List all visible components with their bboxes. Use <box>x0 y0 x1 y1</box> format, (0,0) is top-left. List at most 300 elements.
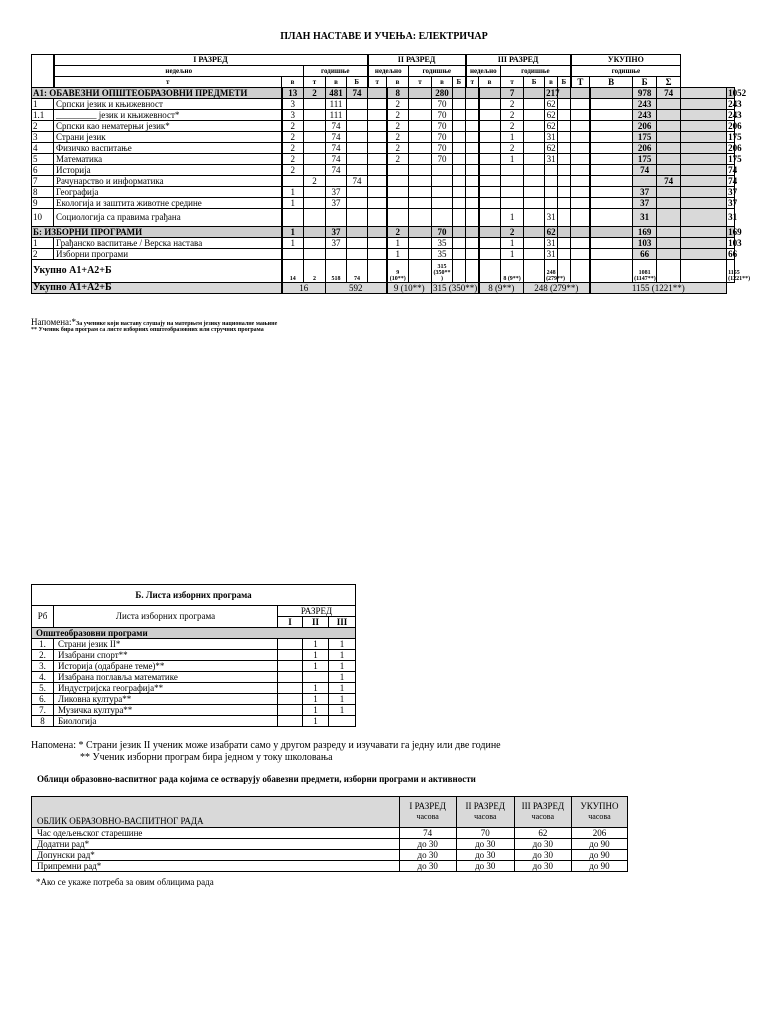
cell: 2 <box>304 176 326 187</box>
cell <box>453 209 466 227</box>
cell <box>524 88 545 99</box>
cell <box>558 132 571 143</box>
cell <box>524 165 545 176</box>
cell: 2 <box>501 99 524 110</box>
total-cell: 2 <box>304 260 326 283</box>
subject-row <box>32 110 735 121</box>
forms-row <box>32 839 628 850</box>
header-blank <box>32 55 54 88</box>
cell <box>304 132 326 143</box>
cell: 2 <box>282 154 304 165</box>
elective-grade-value: 1 <box>329 694 356 705</box>
cell: 2 <box>387 110 409 121</box>
cell <box>558 198 571 209</box>
total-label: Укупно А1+А2+Б <box>32 283 282 294</box>
elective-name: Страни језик II* <box>54 639 278 650</box>
cell: 1 <box>501 132 524 143</box>
period-header: недељно <box>368 66 409 77</box>
cell: 111 <box>326 99 347 110</box>
cell <box>368 154 387 165</box>
elective-grade-value: 1 <box>303 716 329 727</box>
cell: 2 <box>304 88 326 99</box>
forms-col-grade-1: I РАЗРЕД часова <box>399 797 456 828</box>
elective-grade-value <box>278 683 303 694</box>
electives-table <box>31 584 356 727</box>
cell: 2 <box>387 121 409 132</box>
subject-row <box>32 154 735 165</box>
cell <box>558 227 571 238</box>
cell <box>368 187 387 198</box>
cell <box>524 238 545 249</box>
cell <box>524 209 545 227</box>
cell <box>501 198 524 209</box>
total-cell: 16 <box>282 283 326 294</box>
total-cell <box>409 260 432 283</box>
cell <box>466 165 479 176</box>
column-header: Б <box>558 77 571 88</box>
cell <box>347 132 368 143</box>
elective-grade-value: 1 <box>303 683 329 694</box>
elective-grade-value <box>278 716 303 727</box>
cell <box>657 110 681 121</box>
subject-row <box>32 99 735 110</box>
total-cell: 8 (9**) <box>501 260 524 283</box>
forms-row-value: до 30 <box>399 850 456 861</box>
cell <box>466 187 479 198</box>
cell: 243 <box>728 109 742 120</box>
subject-row <box>32 165 735 176</box>
elective-grade-value <box>278 650 303 661</box>
cell <box>409 154 432 165</box>
cell: 31 <box>545 209 558 227</box>
cell <box>590 99 633 110</box>
cell <box>387 165 409 176</box>
total-cell: 9 (10**) <box>387 283 432 294</box>
electives-col-no: Рб <box>32 606 54 628</box>
total-cell: 248 (279**) <box>545 260 558 283</box>
total-cell: 592 <box>326 283 387 294</box>
cell: 175 <box>633 154 657 165</box>
cell <box>558 176 571 187</box>
elective-name: Биологија <box>54 716 278 727</box>
cell <box>409 187 432 198</box>
cell: 62 <box>546 109 556 120</box>
total-cell <box>524 260 545 283</box>
cell: 111 <box>326 110 347 121</box>
column-header: т <box>466 77 479 88</box>
cell: 243 <box>633 99 657 110</box>
column-header: Б <box>453 77 466 88</box>
cell <box>453 187 466 198</box>
cell: 1 <box>501 209 524 227</box>
subject-name: Географија <box>54 187 282 198</box>
column-header: в <box>479 77 501 88</box>
cell <box>304 238 326 249</box>
cell <box>466 198 479 209</box>
cell: 74 <box>326 121 347 132</box>
column-header: в <box>282 77 304 88</box>
cell <box>558 187 571 198</box>
cell: 1 <box>282 238 304 249</box>
grade-header: II РАЗРЕД <box>368 55 466 66</box>
total-cell: 9 (10**) <box>387 260 409 283</box>
cell: 1052 <box>728 87 747 98</box>
forms-row-value: 62 <box>514 828 571 839</box>
total-row-2 <box>32 283 735 294</box>
cell <box>304 187 326 198</box>
cell <box>524 249 545 260</box>
elective-grade-value: 1 <box>303 639 329 650</box>
forms-row <box>32 828 628 839</box>
elective-number: 1. <box>32 639 54 650</box>
cell <box>681 187 727 198</box>
subject-name: Грађанско васпитање / Верска настава <box>54 238 282 249</box>
period-header: недељно <box>466 66 501 77</box>
subject-row <box>32 121 735 132</box>
cell <box>453 121 466 132</box>
header-row-columns <box>32 77 735 88</box>
cell <box>326 209 347 227</box>
cell <box>657 187 681 198</box>
cell: 70 <box>432 227 453 238</box>
total-cell <box>571 260 590 283</box>
period-header: годишње <box>304 66 368 77</box>
cell <box>453 132 466 143</box>
cell <box>347 110 368 121</box>
cell <box>432 198 453 209</box>
cell <box>347 187 368 198</box>
total-cell: 1155 (1221**) <box>727 260 735 283</box>
cell <box>558 99 571 110</box>
subject-row <box>32 238 735 249</box>
row-number: 1 <box>32 238 54 249</box>
cell: 31 <box>546 153 556 164</box>
cell: 1 <box>387 238 409 249</box>
total-cell: 315 (350** ) <box>432 260 453 283</box>
elective-grade-value: 1 <box>329 661 356 672</box>
cell <box>590 176 633 187</box>
cell: 74 <box>728 164 738 175</box>
cell: 62 <box>546 98 556 109</box>
cell <box>347 238 368 249</box>
header-row-periods <box>32 66 735 77</box>
cell <box>590 154 633 165</box>
cell <box>466 99 479 110</box>
cell <box>387 176 409 187</box>
cell <box>466 143 479 154</box>
cell: 74 <box>326 132 347 143</box>
row-number: 1.1 <box>32 110 54 121</box>
cell <box>558 154 571 165</box>
cell: 1 <box>501 249 524 260</box>
cell <box>347 227 368 238</box>
cell: 103 <box>633 238 657 249</box>
total-cell: 248 (279**) <box>524 283 590 294</box>
cell <box>524 154 545 165</box>
cell <box>432 187 453 198</box>
cell <box>409 99 432 110</box>
column-header: т <box>54 77 282 88</box>
cell <box>571 198 590 209</box>
cell <box>558 121 571 132</box>
cell <box>409 198 432 209</box>
cell <box>657 209 681 227</box>
page-title: ПЛАН НАСТАВЕ И УЧЕЊА: ЕЛЕКТРИЧАР <box>280 31 488 42</box>
cell <box>409 110 432 121</box>
electives-col-grade: РАЗРЕД <box>278 606 356 617</box>
subject-name: Математика <box>54 154 282 165</box>
total-cell <box>453 260 466 283</box>
total-cell <box>657 260 681 283</box>
cell <box>681 121 727 132</box>
cell <box>479 187 501 198</box>
cell <box>681 227 727 238</box>
forms-row-name: Час одељењског старешине <box>32 828 400 839</box>
elective-grade-value: 1 <box>303 694 329 705</box>
cell <box>590 110 633 121</box>
cell <box>681 176 727 187</box>
cell <box>571 110 590 121</box>
row-number: 2 <box>32 121 54 132</box>
cell <box>304 209 326 227</box>
cell <box>633 176 657 187</box>
cell <box>347 154 368 165</box>
elective-name: Индустријска географија** <box>54 683 278 694</box>
row-number: 7 <box>32 176 54 187</box>
cell: 280 <box>432 88 453 99</box>
elective-grade-value: 1 <box>329 672 356 683</box>
cell <box>571 249 590 260</box>
cell <box>558 209 571 227</box>
cell: 1 <box>282 198 304 209</box>
cell: 2 <box>282 132 304 143</box>
cell: 169 <box>633 227 657 238</box>
forms-row-value: 74 <box>399 828 456 839</box>
elective-row <box>32 716 356 727</box>
cell <box>681 238 727 249</box>
elective-grade-value: 1 <box>329 639 356 650</box>
cell: 37 <box>728 197 738 208</box>
cell: 1 <box>501 154 524 165</box>
cell <box>304 121 326 132</box>
forms-col-grade-3: III РАЗРЕД часова <box>514 797 571 828</box>
cell <box>326 249 347 260</box>
cell <box>466 209 479 227</box>
cell <box>681 165 727 176</box>
cell <box>347 165 368 176</box>
cell <box>409 121 432 132</box>
cell <box>282 249 304 260</box>
cell <box>432 209 453 227</box>
forms-row-value: до 30 <box>456 861 514 872</box>
forms-row-value: до 30 <box>456 850 514 861</box>
cell: 74 <box>657 176 681 187</box>
section-a-row <box>32 88 735 99</box>
cell <box>590 238 633 249</box>
elective-number: 7. <box>32 705 54 716</box>
cell <box>681 99 727 110</box>
cell: 62 <box>546 120 556 131</box>
cell <box>657 99 681 110</box>
cell <box>524 110 545 121</box>
cell <box>590 143 633 154</box>
cell <box>479 110 501 121</box>
elective-number: 2. <box>32 650 54 661</box>
cell <box>387 209 409 227</box>
cell: 206 <box>728 142 742 153</box>
cell <box>657 143 681 154</box>
elective-grade-value <box>278 705 303 716</box>
elective-row <box>32 661 356 672</box>
cell: 31 <box>633 209 657 227</box>
cell <box>304 143 326 154</box>
cell <box>681 209 727 227</box>
elective-row <box>32 683 356 694</box>
elective-grade-value: 1 <box>329 705 356 716</box>
cell: 37 <box>633 198 657 209</box>
cell: 37 <box>326 227 347 238</box>
row-number: 1 <box>32 99 54 110</box>
forms-row-value: до 30 <box>399 861 456 872</box>
cell <box>571 132 590 143</box>
elective-grade-value <box>278 661 303 672</box>
header-row-grades <box>32 55 735 66</box>
cell <box>558 143 571 154</box>
cell <box>558 110 571 121</box>
cell: 74 <box>326 154 347 165</box>
cell <box>571 227 590 238</box>
cell <box>466 121 479 132</box>
cell <box>590 121 633 132</box>
cell <box>409 132 432 143</box>
cell <box>524 99 545 110</box>
cell: 206 <box>633 121 657 132</box>
elective-number: 8 <box>32 716 54 727</box>
cell <box>453 143 466 154</box>
total-cell: 14 <box>282 260 304 283</box>
row-number: 4 <box>32 143 54 154</box>
total-cell: 518 <box>326 260 347 283</box>
subject-row <box>32 209 735 227</box>
cell <box>571 88 590 99</box>
cell <box>409 88 432 99</box>
cell: 31 <box>727 209 735 227</box>
cell: 66 <box>633 249 657 260</box>
forms-row <box>32 850 628 861</box>
column-header: т <box>368 77 387 88</box>
cell: 2 <box>282 143 304 154</box>
cell <box>590 187 633 198</box>
cell: 1 <box>387 249 409 260</box>
cell <box>590 198 633 209</box>
cell <box>453 154 466 165</box>
elective-number: 4. <box>32 672 54 683</box>
cell: 2 <box>387 154 409 165</box>
electives-grade-3: III <box>329 617 356 628</box>
cell <box>479 249 501 260</box>
cell <box>304 110 326 121</box>
cell <box>681 143 727 154</box>
cell <box>453 198 466 209</box>
elective-grade-value <box>278 694 303 705</box>
elective-name: Изабрана поглавља математике <box>54 672 278 683</box>
total-row-1 <box>32 260 735 283</box>
cell <box>347 99 368 110</box>
cell <box>368 143 387 154</box>
cell: 70 <box>432 121 453 132</box>
cell: 35 <box>432 249 453 260</box>
total-cell <box>590 260 633 283</box>
cell <box>657 198 681 209</box>
cell <box>524 143 545 154</box>
forms-col-grade-2: II РАЗРЕД часова <box>456 797 514 828</box>
cell <box>304 165 326 176</box>
cell <box>479 176 501 187</box>
elective-grade-value: 1 <box>329 683 356 694</box>
plan-note-1: Напомена:*За ученике који наставу слушају на матерњем језику националне мањине <box>31 317 278 327</box>
electives-col-name: Листа изборних програма <box>54 606 278 628</box>
cell <box>571 238 590 249</box>
cell <box>571 154 590 165</box>
cell <box>681 249 727 260</box>
cell: 13 <box>282 88 304 99</box>
cell <box>409 143 432 154</box>
cell: 169 <box>728 226 742 237</box>
cell <box>571 209 590 227</box>
forms-row-value: до 90 <box>571 861 627 872</box>
row-number: 9 <box>32 198 54 209</box>
cell: 1 <box>501 238 524 249</box>
cell: 978 <box>633 88 657 99</box>
forms-row-value: до 90 <box>571 850 627 861</box>
cell: 206 <box>633 143 657 154</box>
column-header: в <box>326 77 347 88</box>
subject-name: Социологија са правима грађана <box>54 209 282 227</box>
section-label: Б: ИЗБОРНИ ПРОГРАМИ <box>32 227 282 238</box>
cell <box>453 238 466 249</box>
cell <box>657 165 681 176</box>
subject-row <box>32 176 735 187</box>
column-header: В <box>590 77 633 88</box>
cell: 2 <box>387 227 409 238</box>
cell <box>453 165 466 176</box>
cell <box>479 121 501 132</box>
cell: 37 <box>326 238 347 249</box>
total-cell: 1155 (1221**) <box>590 283 727 294</box>
subject-name: Страни језик <box>54 132 282 143</box>
cell <box>524 227 545 238</box>
cell: 37 <box>326 198 347 209</box>
cell <box>590 227 633 238</box>
cell: 2 <box>387 99 409 110</box>
cell <box>453 227 466 238</box>
elective-grade-value <box>278 639 303 650</box>
elective-grade-value <box>329 716 356 727</box>
cell <box>453 110 466 121</box>
cell <box>501 187 524 198</box>
cell <box>368 88 387 99</box>
electives-section: Општеобразовни програми <box>32 628 356 639</box>
cell <box>479 238 501 249</box>
cell <box>304 154 326 165</box>
column-header: Т <box>571 77 590 88</box>
cell: 70 <box>432 110 453 121</box>
cell <box>657 132 681 143</box>
elective-grade-value: 1 <box>303 650 329 661</box>
subject-name: Српски језик и књижевност <box>54 99 282 110</box>
cell <box>466 249 479 260</box>
elective-row <box>32 639 356 650</box>
